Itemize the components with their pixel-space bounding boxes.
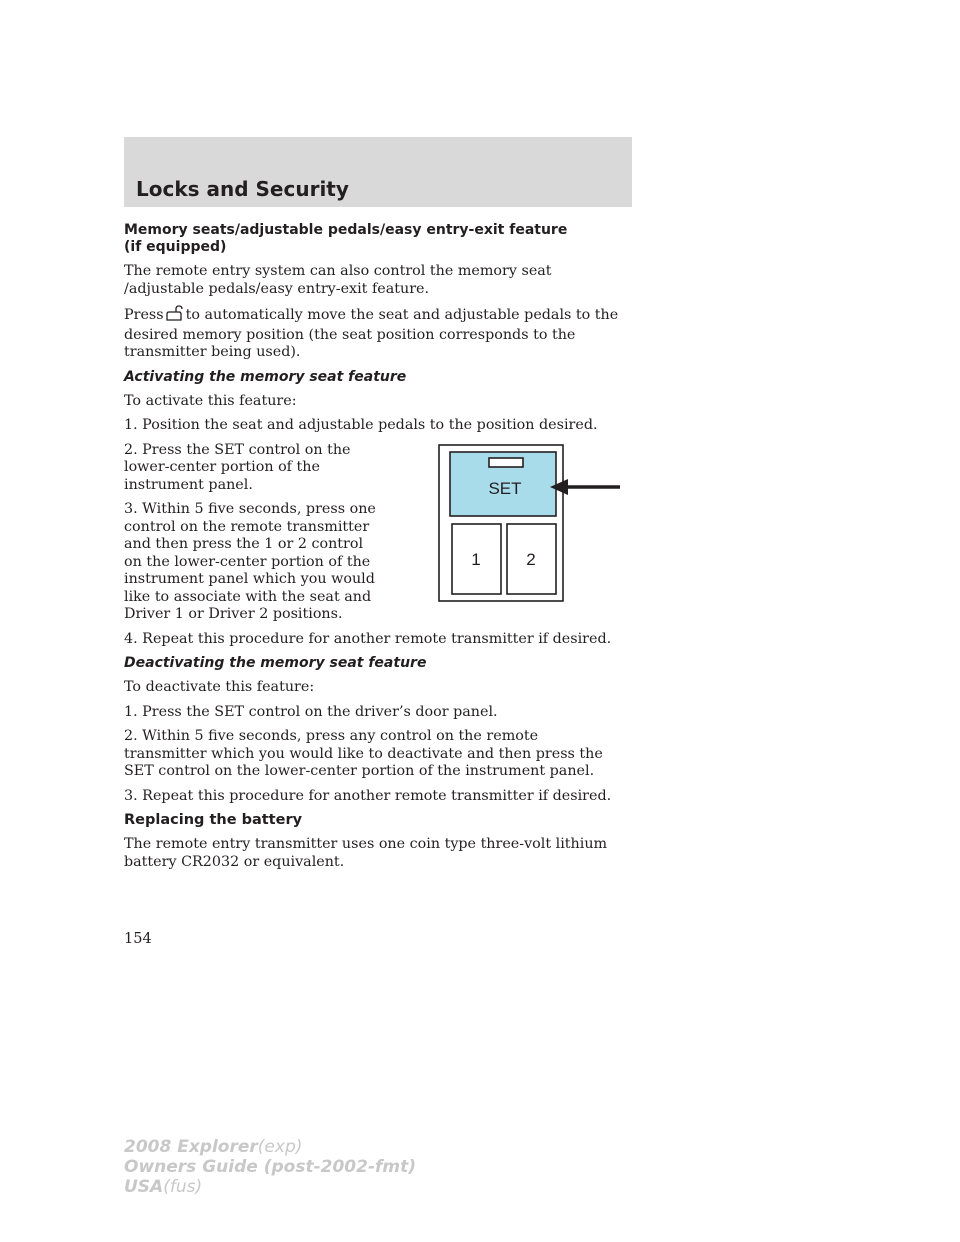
deactivating-step-3: 3. Repeat this procedure for another remote transmitter if desired. <box>124 787 612 804</box>
footer-model: 2008 Explorer <box>124 1137 258 1157</box>
battery-heading: Replacing the battery <box>124 812 303 828</box>
set-indicator <box>489 458 523 467</box>
button-1-label: 1 <box>471 550 481 569</box>
button-2-label: 2 <box>526 550 536 569</box>
unlock-icon <box>164 305 184 327</box>
deactivating-step-1: 1. Press the SET control on the driver’s door panel. <box>124 703 498 720</box>
memory-press-paragraph <box>124 305 624 362</box>
footer-market: USA <box>124 1177 164 1197</box>
deactivating-intro: To deactivate this feature: <box>124 679 315 695</box>
set-label: SET <box>488 479 522 498</box>
activating-heading: Activating the memory seat feature <box>124 368 407 385</box>
deactivating-step-2: 2. Within 5 five seconds, press any control on the remote transmitter which you would like to deactivate and then press the SET control on the lower-center portion of the instrument panel. <box>124 728 603 779</box>
activating-step-2: 2. Press the SET control on the lower-center portion of the instrument panel. <box>124 441 351 493</box>
page-number: 154 <box>124 931 152 947</box>
footer-guide: Owners Guide (post-2002-fmt) <box>124 1157 417 1177</box>
memory-heading-line1: Memory seats/adjustable pedals/easy entry-exit feature <box>124 222 568 238</box>
press-rest: to automatically move the seat and adjustable pedals to the desired memory position (the seat position corresponds to the transmitter being used). <box>124 307 619 360</box>
memory-intro: The remote entry system can also control the memory seat /adjustable pedals/easy entry-exit feature. <box>124 263 552 297</box>
section-header-band <box>124 137 632 207</box>
footer <box>124 1137 416 1197</box>
section-title: Locks and Security <box>136 177 349 201</box>
activating-intro: To activate this feature: <box>124 392 297 409</box>
memory-heading <box>124 222 624 256</box>
activating-step-1: 1. Position the seat and adjustable pedals to the position desired. <box>124 417 598 433</box>
memory-heading-line2: (if equipped) <box>124 239 227 255</box>
deactivating-heading: Deactivating the memory seat feature <box>124 655 427 671</box>
press-word: Press <box>124 307 164 323</box>
activating-step-4: 4. Repeat this procedure for another remote transmitter if desired. <box>124 630 612 647</box>
battery-text: The remote entry transmitter uses one coin type three-volt lithium battery CR2032 or equivalent. <box>124 836 608 870</box>
footer-market-code: (fus) <box>163 1177 203 1197</box>
footer-model-code: (exp) <box>257 1137 303 1157</box>
activating-step-3: 3. Within 5 five seconds, press one control on the remote transmitter and then press the 1 or 2 control on the lower-center portion of the instrument panel which you would like to associate with the seat and Driver 1 or Driver 2 positions. <box>124 501 376 622</box>
memory-controls-diagram <box>438 444 626 604</box>
